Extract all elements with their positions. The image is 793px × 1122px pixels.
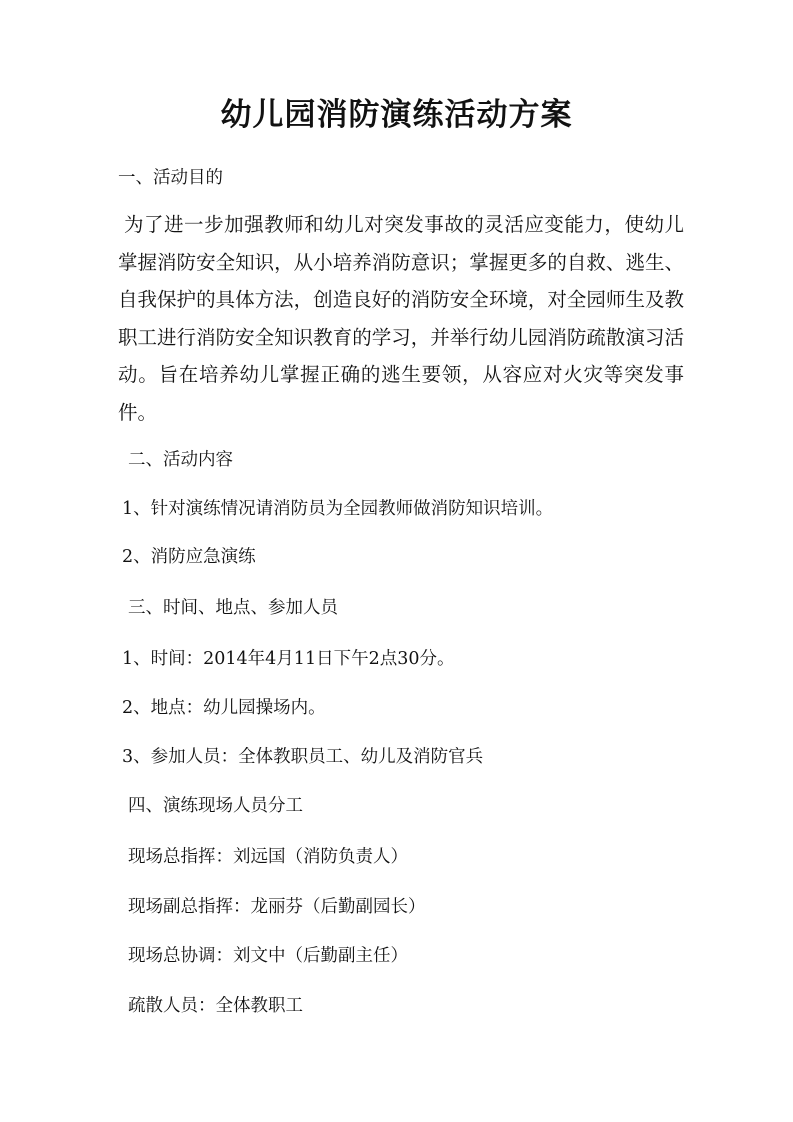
section-heading-content: 二、活动内容	[128, 450, 233, 470]
role-item: 疏散人员：全体教职工	[128, 996, 303, 1016]
participants-item: 3、参加人员：全体教职员工、幼儿及消防官兵	[122, 747, 484, 767]
role-item: 现场总协调：刘文中（后勤副主任）	[128, 946, 408, 966]
time-item: 1、时间：2014年4月11日下午2点30分。	[122, 649, 455, 669]
section-heading-roles: 四、演练现场人员分工	[128, 796, 303, 816]
section-heading-time-place: 三、时间、地点、参加人员	[128, 598, 338, 618]
purpose-paragraph: 为了进一步加强教师和幼儿对突发事故的灵活应变能力，使幼儿掌握消防安全知识，从小培养消防意识；掌握更多的自救、逃生、自我保护的具体方法，创造良好的消防安全环境，对全园师生及教职工进行消防安全知识教育的学习，并举行幼儿园消防疏散演习活动。旨在培养幼儿掌握正确的逃生要领，从容应对火灾等突发事件。	[118, 213, 684, 424]
role-item: 现场副总指挥：龙丽芬（后勤副园长）	[128, 897, 426, 917]
content-item-1: 1、针对演练情况请消防员为全园教师做消防知识培训。	[122, 499, 554, 519]
place-item: 2、地点：幼儿园操场内。	[122, 698, 326, 718]
content-item-2: 2、消防应急演练	[122, 547, 256, 567]
section-heading-purpose: 一、活动目的	[118, 168, 223, 188]
role-item: 现场总指挥：刘远国（消防负责人）	[128, 847, 408, 867]
page-title: 幼儿园消防演练活动方案	[220, 97, 573, 133]
